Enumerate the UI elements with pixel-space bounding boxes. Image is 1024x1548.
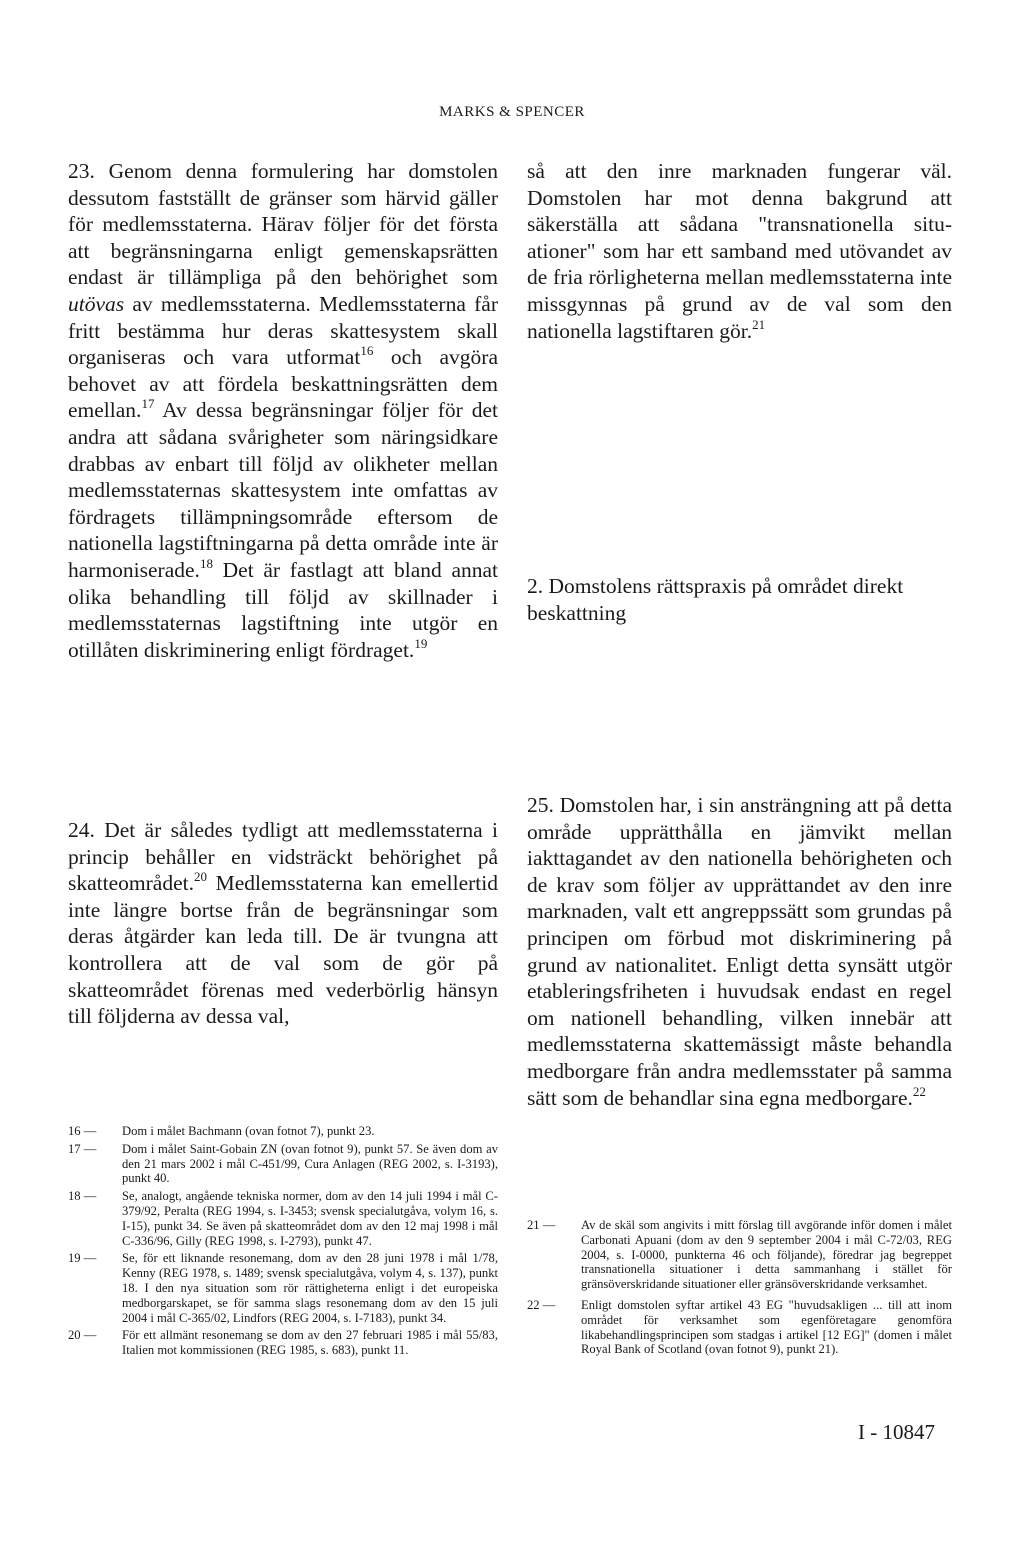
footnote-22: 22 — Enligt domstolen syftar artikel 43 EG "huvudsakligen ... till att inom området för verksamhet som egenföretagare genomföra likabehandlingsprincipen som stadgas i artikel [12 EG]" (domen i målet Royal Bank of Scotland (ovan fotnot 9), punkt 21).	[527, 1297, 952, 1357]
footnote-ref-18[interactable]: 18	[199, 555, 213, 571]
footnote-ref-16[interactable]: 16	[360, 343, 374, 359]
paragraph-23	[68, 158, 498, 663]
footnote-ref-19[interactable]: 19	[414, 635, 428, 651]
paragraph-25	[527, 792, 952, 1111]
emphasis-utovas: utövas	[68, 291, 125, 316]
footnote-ref-20[interactable]: 20	[193, 869, 207, 885]
page-number: I - 10847	[858, 1420, 935, 1444]
paragraph-23-text: 23. Genom denna formulering har domstolen dessutom fastställt de gränser som härvid gäller för medlemsstaterna. Härav följer för det första att begränsningarna enligt gemenskapsrätten endast är tillämpliga på den behörighet som utövas av medlemsstaterna. Medlemsstaterna får fritt bestämma hur deras skattesystem skall organiseras och vara utformat$^{16}$ och avgöra behovet av att fördela beskattningsrätten dem emellan.$^{17}$ Av dessa begränsningar följer för det andra att sådana svårigheter som näringsidkare drabbas av enbart till följd av olikheter mellan medlemsstaternas skattesystem inte omfattas av fördragets tillämpningsområde eftersom de nationella lagstiftningarna på detta område inte är harmoniserade.$^{18}$ Det är fastlagt att bland annat olika behandling till följd av skillnader i medlemsstaternas lagstiftning inte utgör en otillåten diskriminering enligt fördraget.$^{19}$	[68, 159, 498, 662]
footnote-ref-21[interactable]: 21	[752, 316, 766, 332]
footnotes-left	[68, 1124, 498, 1361]
footnote-ref-22[interactable]: 22	[912, 1083, 926, 1099]
footnote-16: 16 — Dom i målet Bachmann (ovan fotnot 7), punkt 23.	[68, 1124, 375, 1138]
footnotes-right	[527, 1218, 952, 1360]
paragraph-23-continued	[527, 158, 952, 344]
paragraph-25-text: 25. Domstolen har, i sin ansträngning att på detta område upprätthålla en jämvikt mellan iakttagandet av den nationella behörigheten och de krav som följer av upprättandet av den inre marknaden, valt ett angreppssätt som grundas på principen om förbud mot diskriminering på grund av nationalitet. Enligt detta synsätt utgör etableringsfriheten i huvudsak endast en regel om nationell behandling, vilken innebär att medlemsstaterna skattemässigt måste behandla medborgare från andra medlemsstater på samma sätt som de behandlar sina egna medborgare.$^{22}$	[527, 793, 952, 1110]
section-heading-2	[527, 573, 952, 626]
footnote-21: 21 — Av de skäl som angivits i mitt förslag till avgörande inför domen i målet Carbonati Apuani (dom av den 9 september 2004 i mål C-72/03, REG 2004, s. I-0000, punkterna 46 och följande), föredrar jag begreppet transnationella situationer i detta sammanhang i stället för gränsöverskridande situationer eller gränsöverskridande verksamhet.	[527, 1218, 952, 1292]
footnote-20: 20 — För ett allmänt resonemang se dom av den 27 februari 1985 i mål 55/83, Italien mot kommissionen (REG 1985, s. 683), punkt 11.	[68, 1328, 498, 1358]
footnote-18: 18 — Se, analogt, angående tekniska normer, dom av den 14 juli 1994 i mål C-379/92, Peralta (REG 1994, s. I-3453; svensk specialutgåva, volym 16, s. I-15), punkt 34. Se även på skatteområdet dom av den 12 maj 1998 i mål C-336/96, Gilly (REG 1998, s. I-2793), punkt 47.	[68, 1189, 498, 1248]
section-heading-2-text: 2. Domstolens rättspraxis på området direkt beskattning	[527, 574, 904, 625]
paragraph-24-text: 24. Det är således tydligt att medlemsstaterna i princip behåller en vidsträckt behörighet på skatteområdet.$^{20}$ Medlemsstaterna kan emellertid inte längre bortse från de begränsningar som deras åtgärder kan leda till. De är tvungna att kontrollera att de val som de gör på skatteområdet förenas med vederbörlig hänsyn till följderna av dessa val,	[68, 818, 498, 1029]
running-header: MARKS & SPENCER	[439, 104, 585, 120]
paragraph-23-continued-text: så att den inre marknaden fungerar väl. Domstolen har mot denna bakgrund att säkerställa att sådana "transnationella situationer" som har ett samband med utövandet av de fria rörligheterna mellan medlemsstaterna inte missgynnas på grund av de val som den nationella lagstiftaren gör.$^{21}$	[527, 159, 952, 343]
footnote-17: 17 — Dom i målet Saint-Gobain ZN (ovan fotnot 9), punkt 57. Se även dom av den 21 mars 2002 i mål C-451/99, Cura Anlagen (REG 2002, s. I-3193), punkt 40.	[68, 1141, 498, 1186]
footnote-19: 19 — Se, för ett liknande resonemang, dom av den 28 juni 1978 i mål 1/78, Kenny (REG 1978, s. 1489; svensk specialutgåva, volym 4, s. 137), punkt 18. I den nya situation som rör rättigheterna enligt i det europeiska medborgarskapet, se för samma slags resonemang dom av den 15 juli 2004 i mål C-365/02, Lindfors (REG 2004, s. I-7183), punkt 34.	[68, 1251, 498, 1325]
footnote-ref-17[interactable]: 17	[141, 396, 155, 412]
paragraph-24	[68, 817, 498, 1030]
